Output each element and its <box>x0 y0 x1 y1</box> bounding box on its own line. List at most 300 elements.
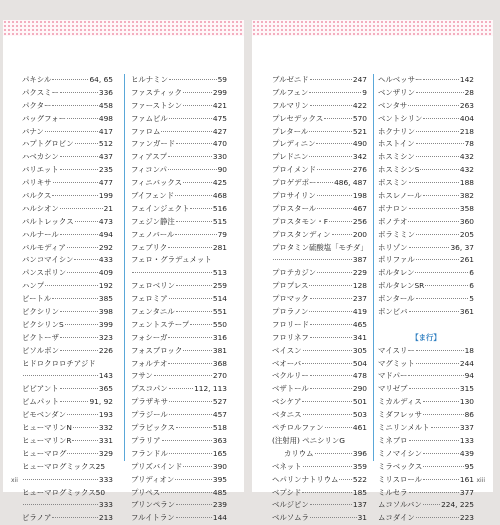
entry-pages: 261 <box>459 255 474 265</box>
index-entry <box>22 448 113 461</box>
index-entry <box>131 499 227 512</box>
dot-leader <box>416 131 459 132</box>
entry-pages: 437 <box>98 152 113 162</box>
entry-pages: 503 <box>352 410 367 420</box>
index-entry <box>131 190 227 203</box>
index-entry <box>22 74 113 87</box>
dot-leader <box>324 118 352 119</box>
index-entry <box>22 487 113 500</box>
index-entry <box>131 306 227 319</box>
dot-leader <box>65 324 98 325</box>
entry-pages: 316 <box>212 332 227 342</box>
index-entry <box>378 280 474 293</box>
dot-leader <box>73 427 98 428</box>
index-entry <box>378 74 474 87</box>
entry-term: プレディニン <box>272 139 316 149</box>
dot-leader <box>169 118 212 119</box>
index-entry <box>272 74 367 87</box>
index-entry <box>378 177 474 190</box>
entry-pages: 28 <box>464 87 474 97</box>
dot-leader <box>52 195 98 196</box>
index-entry <box>22 358 113 371</box>
entry-term: ファロム <box>131 126 161 136</box>
index-entry <box>131 164 227 177</box>
entry-term: プロゲデポー <box>272 178 317 188</box>
entry-term: フェロベリン <box>131 281 175 291</box>
entry-pages: 518 <box>212 423 227 433</box>
index-entry <box>378 474 474 487</box>
entry-pages: 504 <box>352 358 367 368</box>
entry-pages: 218 <box>459 126 474 136</box>
entry-term: ファーストシン <box>131 100 183 110</box>
index-entry <box>22 138 113 151</box>
entry-pages: 425 <box>212 178 227 188</box>
entry-term: ホストイン <box>378 139 415 149</box>
index-entry-continued <box>22 499 113 512</box>
entry-term: ヒドロクロロチアジド <box>22 358 96 368</box>
entry-term: ファスティック <box>131 87 182 97</box>
dot-leader <box>423 453 459 454</box>
entry-pages: 387 <box>352 255 367 265</box>
entry-pages: 323 <box>98 332 113 342</box>
entry-pages: 161 <box>459 474 474 484</box>
entry-pages: 223 <box>459 513 474 523</box>
dot-leader <box>168 247 212 248</box>
entry-term: フサン <box>131 371 153 381</box>
dot-leader <box>176 504 212 505</box>
entry-pages: 417 <box>98 126 113 136</box>
entry-term: パキシル <box>22 75 52 84</box>
index-entry <box>272 190 367 203</box>
index-entry-continued <box>131 267 227 280</box>
index-entry <box>272 280 367 293</box>
dot-leader <box>302 363 352 364</box>
index-entry <box>272 461 367 474</box>
dot-leader <box>423 504 440 505</box>
entry-pages: 330 <box>212 152 227 162</box>
entry-pages: 390 <box>212 461 227 471</box>
entry-term: ヒューマログ <box>22 448 67 458</box>
entry-term: ホスミシン <box>378 152 415 162</box>
entry-term: ヘパリンナトリウム <box>272 474 339 484</box>
index-entry <box>272 306 367 319</box>
index-entry <box>272 138 367 151</box>
entry-term: ホクナリン <box>378 126 415 136</box>
entry-pages: 315 <box>459 384 474 394</box>
entry-pages: 270 <box>212 371 227 381</box>
entry-pages: 490 <box>352 139 367 149</box>
entry-term: ヘルベッサー <box>378 75 423 84</box>
index-entry <box>378 512 474 525</box>
dot-leader <box>175 195 212 196</box>
dot-leader <box>408 105 459 106</box>
dot-leader <box>425 285 468 286</box>
dot-leader <box>310 375 352 376</box>
index-entry <box>378 487 474 500</box>
dot-leader <box>169 414 212 415</box>
entry-term: ヒューマログミックス25 <box>22 461 106 471</box>
entry-term: マイスリー <box>378 345 415 355</box>
entry-term: ハルナール <box>22 229 59 239</box>
entry-pages: 409 <box>98 268 113 278</box>
entry-term: フォスブロック <box>131 345 183 355</box>
entry-pages: 137 <box>352 500 367 510</box>
dot-leader <box>60 92 98 93</box>
left-page <box>3 20 244 523</box>
dot-leader <box>416 143 464 144</box>
entry-term: バルクス <box>22 191 52 201</box>
index-entry <box>378 254 474 267</box>
entry-term: プロラノン <box>272 307 309 317</box>
entry-term: ホスミシンS <box>378 165 420 175</box>
dot-leader <box>45 131 98 132</box>
dot-leader <box>310 79 352 80</box>
entry-term: ベンザリン <box>378 87 415 97</box>
entry-pages: 475 <box>212 113 227 123</box>
entry-pages: 224, 225 <box>441 500 474 510</box>
dot-leader <box>423 466 463 467</box>
dot-leader <box>317 182 333 183</box>
entry-pages: 368 <box>212 358 227 368</box>
entry-term-rest: カリウム <box>284 448 314 458</box>
entry-pages: 276 <box>352 165 367 175</box>
entry-term: パンスポリン <box>22 268 67 278</box>
dot-leader <box>309 156 352 157</box>
dot-leader <box>310 517 357 518</box>
dot-leader <box>74 259 97 260</box>
index-entry <box>272 396 367 409</box>
index-entry <box>378 358 474 371</box>
index-entry <box>378 267 474 280</box>
dot-leader <box>52 517 98 518</box>
index-entry <box>272 203 367 216</box>
entry-term: ペチロルファン <box>272 423 324 433</box>
index-entry <box>378 396 474 409</box>
index-entry <box>378 435 474 448</box>
entry-pages: 213 <box>98 513 113 523</box>
index-entry <box>131 138 227 151</box>
entry-pages: 94 <box>464 371 474 381</box>
index-entry <box>378 345 474 358</box>
dot-leader <box>302 492 352 493</box>
index-entry <box>131 254 227 267</box>
column-separator <box>124 74 125 461</box>
index-entry <box>22 254 113 267</box>
entry-term: フルイトラン <box>131 513 175 523</box>
dot-leader <box>409 311 459 312</box>
index-entry <box>22 345 113 358</box>
index-entry <box>272 242 367 255</box>
index-entry <box>131 229 227 242</box>
entry-pages: 432 <box>459 152 474 162</box>
column-separator <box>373 74 374 461</box>
index-entry <box>272 332 367 345</box>
index-entry <box>272 164 367 177</box>
entry-pages: 95 <box>464 461 474 471</box>
dot-leader <box>416 156 459 157</box>
dot-leader <box>67 414 98 415</box>
dot-leader <box>176 427 212 428</box>
index-entry <box>131 126 227 139</box>
index-column-2 <box>131 74 227 525</box>
dot-leader <box>416 298 469 299</box>
entry-pages: 337 <box>459 423 474 433</box>
dot-leader <box>409 440 459 441</box>
entry-pages: 342 <box>352 152 367 162</box>
dot-leader <box>183 92 212 93</box>
entry-term: ビビアント <box>22 384 59 394</box>
dot-leader <box>409 182 459 183</box>
entry-pages: 329 <box>98 448 113 458</box>
entry-pages: 515 <box>212 216 227 226</box>
index-entry <box>272 370 367 383</box>
entry-pages: 128 <box>352 281 367 291</box>
entry-pages: 144 <box>212 513 227 523</box>
index-entry <box>131 512 227 525</box>
entry-term: ビクシリンS <box>22 319 64 329</box>
entry-pages: 78 <box>464 139 474 149</box>
entry-term: ベンタサ <box>378 100 408 110</box>
index-entry <box>22 512 113 525</box>
entry-pages: 419 <box>352 307 367 317</box>
index-entry <box>131 448 227 461</box>
entry-term: ボルタレンSR <box>378 281 425 291</box>
index-entry <box>131 461 227 474</box>
entry-pages: 461 <box>352 423 367 433</box>
index-entry <box>22 435 113 448</box>
dot-leader <box>52 105 97 106</box>
dot-leader <box>316 143 351 144</box>
index-entry <box>131 113 227 126</box>
entry-term: バンコマイシン <box>22 255 74 265</box>
dot-leader <box>339 479 351 480</box>
dot-leader <box>183 350 212 351</box>
dot-leader <box>423 118 459 119</box>
dot-leader <box>416 350 464 351</box>
entry-term: プロイメンド <box>272 165 317 175</box>
entry-term: フランドル <box>131 448 168 458</box>
index-entry <box>131 319 227 332</box>
index-entry <box>131 203 227 216</box>
page-number-left: xii <box>11 477 18 484</box>
index-entry <box>272 499 367 512</box>
index-entry <box>22 461 113 474</box>
entry-pages: 130 <box>459 397 474 407</box>
entry-pages: 90 <box>217 165 227 175</box>
index-entry <box>131 74 227 87</box>
index-entry <box>272 358 367 371</box>
entry-pages: 513 <box>212 268 227 278</box>
entry-pages: 501 <box>352 397 367 407</box>
entry-term: フェンタニル <box>131 307 175 317</box>
entry-term: ヒューマリンN <box>22 423 72 433</box>
dot-leader <box>175 479 212 480</box>
entry-pages: 498 <box>98 113 113 123</box>
index-entry <box>22 293 113 306</box>
entry-term: ボノテオ <box>378 216 408 226</box>
dot-leader <box>303 350 352 351</box>
dot-leader <box>303 466 352 467</box>
dot-leader <box>169 298 212 299</box>
index-entry <box>131 332 227 345</box>
dot-leader <box>409 208 459 209</box>
entry-pages: 198 <box>352 191 367 201</box>
index-entry <box>131 293 227 306</box>
dot-leader <box>75 221 98 222</box>
index-entry <box>22 113 113 126</box>
dot-leader <box>416 92 464 93</box>
entry-pages: 305 <box>352 345 367 355</box>
dot-leader <box>423 401 459 402</box>
entry-term: バナン <box>22 126 44 136</box>
entry-pages: 514 <box>212 294 227 304</box>
entry-pages: 382 <box>459 191 474 201</box>
index-entry <box>378 383 474 396</box>
entry-pages: 363 <box>212 435 227 445</box>
dot-leader <box>60 311 98 312</box>
entry-pages: 395 <box>212 474 227 484</box>
dot-leader <box>423 414 464 415</box>
entry-pages: 299 <box>212 87 227 97</box>
entry-pages: 486, 487 <box>334 178 367 188</box>
index-entry <box>272 474 367 487</box>
entry-term: プラジール <box>131 410 168 420</box>
entry-term: プラリア <box>131 435 161 445</box>
index-entry <box>131 474 227 487</box>
index-entry <box>378 216 474 229</box>
index-entry <box>272 383 367 396</box>
entry-term: ホスレノール <box>378 191 422 201</box>
entry-term: フェインジェクト <box>131 203 190 213</box>
entry-pages: 360 <box>459 216 474 226</box>
entry-term: ミラベックス <box>378 461 423 471</box>
entry-term: ブルフェン <box>272 87 309 97</box>
entry-term: フェジン静注 <box>131 216 175 226</box>
entry-term: プロテカジン <box>272 268 317 278</box>
entry-term: フロリネフ <box>272 332 309 342</box>
dot-leader <box>67 118 98 119</box>
entry-term: プリズバインド <box>131 461 183 471</box>
index-entry-continued <box>272 448 367 461</box>
entry-term: プロサイリン <box>272 191 316 201</box>
entry-pages: 112, 113 <box>194 384 227 394</box>
dot-leader <box>132 272 212 273</box>
entry-term: ミリスロール <box>378 474 423 484</box>
entry-term: バルモディア <box>22 242 66 252</box>
dot-leader <box>310 337 352 338</box>
dot-leader <box>183 466 212 467</box>
entry-pages: 237 <box>352 294 367 304</box>
entry-term: プロプレス <box>272 281 309 291</box>
index-entry <box>131 396 227 409</box>
entry-pages: 439 <box>459 448 474 458</box>
dot-leader <box>332 234 352 235</box>
entry-term: ホリゾン <box>378 242 408 252</box>
dot-leader <box>317 272 352 273</box>
dot-leader <box>169 388 193 389</box>
index-entry-continued <box>22 370 113 383</box>
dot-leader <box>183 182 212 183</box>
index-entry <box>22 87 113 100</box>
entry-pages: 468 <box>212 191 227 201</box>
dot-leader <box>169 453 212 454</box>
entry-term: ベザトール <box>272 384 309 394</box>
entry-pages: 263 <box>459 100 474 110</box>
dot-leader <box>53 182 98 183</box>
entry-term: フェブリク <box>131 242 168 252</box>
entry-pages: 494 <box>98 229 113 239</box>
entry-pages: 522 <box>352 474 367 484</box>
index-entry <box>378 409 474 422</box>
entry-term: ボルタレン <box>378 268 415 278</box>
index-entry <box>272 177 367 190</box>
dot-leader <box>176 221 212 222</box>
dot-leader <box>60 169 98 170</box>
entry-pages: 5 <box>469 294 474 304</box>
dot-leader <box>161 131 211 132</box>
entry-pages: 6 <box>469 268 474 278</box>
entry-pages: 457 <box>212 410 227 420</box>
entry-pages: 465 <box>352 319 367 329</box>
index-entry <box>22 267 113 280</box>
index-entry <box>272 216 367 229</box>
dot-leader <box>310 324 352 325</box>
dot-leader <box>431 427 459 428</box>
dot-leader <box>52 79 88 80</box>
dot-leader <box>190 324 212 325</box>
entry-term: プロタミン硫酸塩「モチダ」 <box>272 242 368 252</box>
entry-term: ハプトグロビン <box>22 139 74 149</box>
dot-leader <box>60 350 98 351</box>
entry-term: ベルソムラ <box>272 513 309 523</box>
entry-pages: 512 <box>98 139 113 149</box>
entry-pages: 193 <box>98 410 113 420</box>
entry-term: ボンビバ <box>378 307 408 317</box>
dot-leader <box>72 440 97 441</box>
entry-term: マドパー <box>378 371 408 381</box>
entry-pages: 527 <box>212 397 227 407</box>
entry-pages: 341 <box>352 332 367 342</box>
entry-term: (注射用) ペニシリンG <box>272 435 345 445</box>
entry-term: ベルジピン <box>272 500 309 510</box>
entry-pages: 332 <box>98 423 113 433</box>
entry-term: ベタニス <box>272 410 302 420</box>
index-entry <box>22 306 113 319</box>
index-entry <box>272 319 367 332</box>
entry-pages: 404 <box>459 113 474 123</box>
dot-leader <box>309 311 351 312</box>
dot-leader <box>310 388 352 389</box>
entry-term: フィニバックス <box>131 178 183 188</box>
entry-term: ビクシリン <box>22 307 59 317</box>
entry-term: フェロミア <box>131 294 168 304</box>
entry-pages: 36, 37 <box>450 242 474 252</box>
entry-pages: 290 <box>352 384 367 394</box>
dot-leader <box>409 492 459 493</box>
index-entry <box>131 177 227 190</box>
entry-term: ブイフェンド <box>131 191 175 201</box>
index-entry <box>22 383 113 396</box>
index-entry <box>131 358 227 371</box>
index-entry <box>22 151 113 164</box>
entry-pages: 385 <box>98 294 113 304</box>
dot-leader <box>309 131 352 132</box>
dot-leader <box>161 492 212 493</box>
index-column-1 <box>22 74 113 525</box>
entry-term: プレセデックス <box>272 113 324 123</box>
entry-pages: 292 <box>98 242 113 252</box>
entry-pages: 9 <box>362 87 367 97</box>
